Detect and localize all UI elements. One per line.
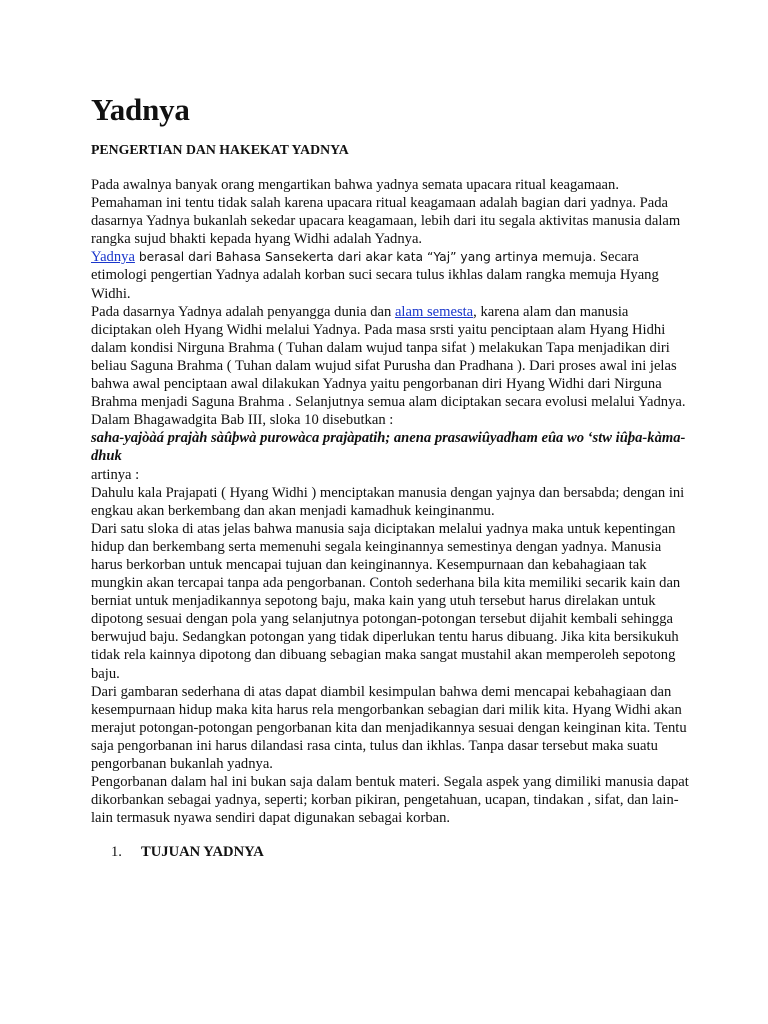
etymology-text: berasal dari Bahasa Sansekerta dari akar kata “Yaj” yang artinya memuja.	[134, 250, 597, 265]
list-item	[91, 843, 691, 861]
paragraph-7: Dari gambaran sederhana di atas dapat diambil kesimpulan bahwa demi mencapai kebahagiaan dan kesempurnaan hidup maka kita harus rela mengorbankan sebagian dari milik kita. Hyang Widhi akan merajut potongan-potongan pengorbanan kita dan menjadikannya sesuai dengan keinginan kita. Tentu saja pengorbanan ini harus dilandasi rasa cinta, tulus dan ikhlas. Tanpa dasar tersebut maka suatu pengorbanan bukanlah yadnya.	[91, 683, 687, 772]
paragraph-2	[91, 248, 691, 302]
yadnya-link[interactable]: Yadnya	[91, 249, 135, 266]
paragraph-3-before: Pada dasarnya Yadnya adalah penyangga dunia dan	[91, 303, 395, 320]
paragraph-3-after: , karena alam dan manusia diciptakan oleh Hyang Widhi melalui Yadnya. Pada masa srsti yaitu penciptaan alam Hyang Hidhi dalam kondisi Nirguna Brahma ( Tuhan dalam wujud tanpa sifat ) melakukan Tapa menjadikan diri beliau Saguna Brahma ( Tuhan dalam wujud sifat Purusha dan Pradhana ). Dari proses awal ini jelas bahwa awal penciptaan awal dilakukan Yadnya yaitu pengorbanan diri Hyang Widhi dari Nirguna Brahma menjadi Saguna Brahma . Selanjutnya semua alam diciptakan secara evolusi melalui Yadnya.	[91, 303, 686, 411]
paragraph-5: Dahulu kala Prajapati ( Hyang Widhi ) menciptakan manusia dengan yajnya dan bersabda; dengan ini engkau akan berkembang dan akan menjadi kamadhuk keinginanmu.	[91, 484, 685, 519]
alam-semesta-link[interactable]: alam semesta	[394, 303, 474, 320]
list-item-label: TUJUAN YADNYA	[141, 844, 264, 861]
paragraph-4: Dalam Bhagawadgita Bab III, sloka 10 disebutkan :	[91, 412, 394, 429]
artinya-label: artinya :	[91, 466, 140, 483]
list-item-number: 1.	[111, 844, 122, 861]
document-title: Yadnya	[91, 92, 190, 127]
paragraph-1: Pada awalnya banyak orang mengartikan bahwa yadnya semata upacara ritual keagamaan. Pemahaman ini tentu tidak salah karena upacara ritual keagamaan adalah bagian dari yadnya. Pada dasarnya Yadnya bukanlah sekedar upacara keagamaan, lebih dari itu segala aktivitas manusia dalam rangka sujud bhakti kepada hyang Widhi adalah Yadnya.	[91, 177, 681, 248]
paragraph-2-rest: Secara etimologi pengertian Yadnya adalah korban suci secara tulus ikhlas dalam rangka memuja Hyang Widhi.	[91, 249, 659, 302]
paragraph-8: Pengorbanan dalam hal ini bukan saja dalam bentuk materi. Segala aspek yang dimiliki manusia dapat dikorbankan sebagai yadnya, seperti; korban pikiran, pengetahuan, ucapan, tindakan , sifat, dan lain-lain termasuk nyawa sendiri dapat digunakan sebagai korban.	[91, 774, 689, 827]
sloka-verse: saha-yajòàá prajàh sàûþwà purowàca prajàpatih; anena prasawiûyadham eûa wo ‘stw iûþa-kàma-dhuk	[91, 430, 686, 465]
document-page	[91, 92, 691, 861]
paragraph-6: Dari satu sloka di atas jelas bahwa manusia saja diciptakan melalui yadnya maka untuk kepentingan hidup dan berkembang serta memenuhi segala keinginannya semestinya dengan yadnya. Manusia harus berkorban untuk mencapai tujuan dan keinginannya. Kesempurnaan dan kebahagiaan tak mungkin akan tercapai tanpa ada pengorbanan. Contoh sederhana bila kita memiliki secarik kain dan berniat untuk menjadikannya sepotong baju, maka kain yang utuh tersebut harus direlakan untuk dipotong sesuai dengan pola yang selanjutnya potongan-potongan tersebut dijahit kembali sehingga berwujud baju. Sedangkan potongan yang tidak diperlukan tentu harus dibuang. Jika kita bersikukuh tidak rela kainnya dipotong dan dibuang sebagian maka sangat mustahil akan memperoleh sepotong baju.	[91, 520, 681, 682]
section-heading: PENGERTIAN DAN HAKEKAT YADNYA	[91, 142, 349, 157]
paragraph-3	[91, 303, 691, 412]
